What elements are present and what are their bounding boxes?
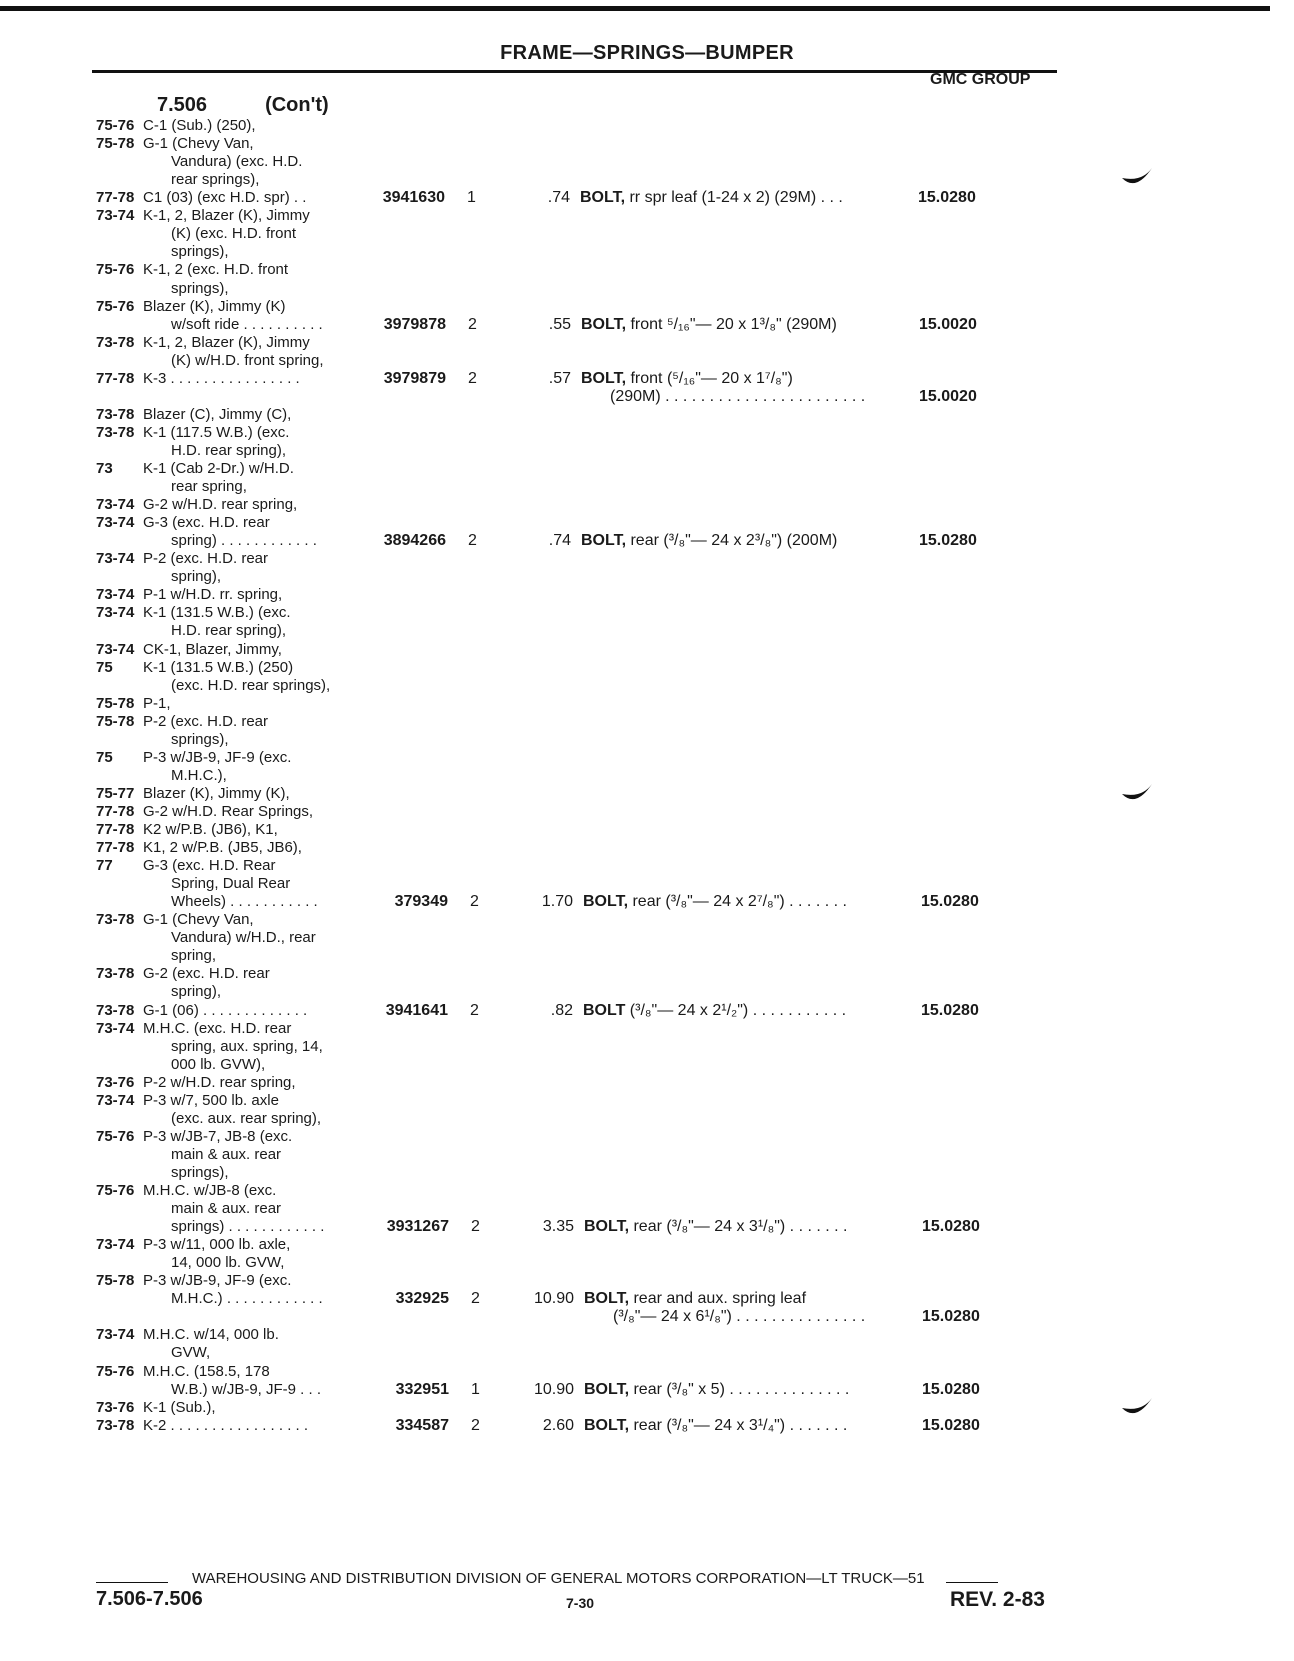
quantity: 2 (470, 1001, 479, 1019)
model-applicability: K1, 2 w/P.B. (JB5, JB6), (143, 839, 302, 856)
footer-rule-right (946, 1582, 998, 1583)
model-applicability: Spring, Dual Rear (171, 875, 291, 893)
model-applicability: P-3 w/11, 000 lb. axle, (143, 1236, 291, 1254)
model-applicability: P-1, (143, 694, 171, 712)
model-applicability: K-1 (117.5 W.B.) (exc. (143, 423, 290, 441)
part-description (584, 1380, 849, 1399)
binder-hole-mark (1120, 1390, 1154, 1424)
model-years: 77-78 (96, 839, 135, 856)
part-name: BOLT, (584, 1290, 630, 1308)
model-years: 73-74 (96, 550, 135, 568)
part-spec: rear (³/₈" x 5) . . . . . . . . . . . . . . (629, 1380, 850, 1398)
part-description (613, 1307, 865, 1326)
parts-row (0, 242, 1294, 261)
quantity: 2 (471, 1290, 480, 1308)
model-years: 77-78 (96, 821, 135, 838)
part-name: BOLT, (583, 893, 629, 911)
parts-row (0, 802, 1294, 821)
list-price: 3.35 (542, 1218, 574, 1235)
quantity: 2 (471, 1218, 480, 1235)
parts-row (0, 1019, 1294, 1038)
parts-row (0, 567, 1294, 586)
footer-rule-left (96, 1582, 168, 1583)
parts-row (0, 982, 1294, 1001)
model-applicability: K-1, 2, Blazer (K), Jimmy (143, 207, 310, 225)
page-title: FRAME—SPRINGS—BUMPER (500, 42, 794, 64)
parts-row (0, 1055, 1294, 1074)
model-applicability: K-1, 2, Blazer (K), Jimmy (143, 333, 310, 351)
parts-row (0, 892, 1294, 911)
part-description (584, 1416, 847, 1435)
part-spec: (³/₈"— 24 x 2¹/₂") . . . . . . . . . . . (625, 1001, 847, 1019)
parts-row (0, 134, 1294, 153)
list-price: .55 (548, 315, 571, 333)
model-applicability: K2 w/P.B. (JB6), K1, (143, 821, 278, 838)
model-applicability: Blazer (K), Jimmy (K), (143, 784, 290, 802)
parts-row (0, 640, 1294, 659)
model-applicability: P-3 w/JB-9, JF-9 (exc. (143, 748, 292, 766)
parts-row (0, 405, 1294, 424)
model-years: 73-74 (96, 1019, 135, 1037)
footer-range: 7.506-7.506 (96, 1588, 203, 1610)
model-applicability: W.B.) w/JB-9, JF-9 . . . (171, 1380, 322, 1398)
part-number: 334587 (395, 1416, 449, 1434)
parts-row (0, 784, 1294, 803)
parts-row (0, 188, 1294, 207)
part-name: BOLT, (584, 1380, 630, 1398)
quantity: 1 (471, 1380, 480, 1398)
parts-row (0, 1307, 1294, 1326)
parts-row (0, 495, 1294, 514)
parts-row (0, 910, 1294, 929)
model-applicability: P-3 w/JB-7, JB-8 (exc. (143, 1127, 293, 1145)
model-applicability: G-2 w/H.D. Rear Springs, (143, 802, 314, 820)
model-applicability: main & aux. rear (171, 1145, 282, 1163)
model-years: 75-76 (96, 1362, 135, 1380)
model-applicability: G-3 (exc. H.D. rear (143, 514, 270, 532)
part-spec: (290M) . . . . . . . . . . . . . . . . . . . . . . . (610, 387, 866, 405)
quantity: 2 (470, 893, 479, 911)
model-applicability: spring, (171, 947, 217, 965)
model-years: 73-74 (96, 514, 135, 532)
parts-row (0, 1199, 1294, 1218)
part-spec: rear (³/₈"— 24 x 2⁷/₈") . . . . . . . (628, 893, 847, 911)
parts-row (0, 874, 1294, 893)
model-years: 73-74 (96, 586, 135, 604)
group-number: 15.0280 (921, 1001, 979, 1019)
model-applicability: springs), (171, 730, 229, 748)
model-years: 75-76 (96, 1182, 135, 1199)
parts-row (0, 315, 1294, 334)
model-years: 73-78 (96, 405, 135, 423)
parts-row (0, 838, 1294, 857)
part-description (584, 1289, 806, 1308)
model-years: 75-76 (96, 1127, 135, 1145)
model-applicability: H.D. rear spring), (171, 441, 287, 459)
model-applicability: (K) w/H.D. front spring, (171, 351, 324, 369)
parts-row (0, 369, 1294, 388)
model-years: 73-78 (96, 1416, 135, 1434)
model-applicability: H.D. rear spring), (171, 622, 287, 640)
part-spec: rear (³/₈"— 24 x 2³/₈") (200M) (626, 532, 838, 550)
parts-row (0, 297, 1294, 316)
model-applicability: rear spring, (171, 478, 247, 495)
group-number: 15.0280 (922, 1380, 980, 1398)
footer-revision: REV. 2-83 (950, 1588, 1045, 1611)
group-number: 15.0020 (919, 315, 977, 333)
list-price: 10.90 (533, 1380, 574, 1398)
group-label: GMC GROUP (930, 71, 1031, 88)
model-applicability: K-1 (Cab 2-Dr.) w/H.D. (143, 459, 294, 477)
parts-row (0, 549, 1294, 568)
list-price: 1.70 (541, 893, 573, 911)
parts-row (0, 712, 1294, 731)
quantity: 2 (471, 1416, 480, 1434)
parts-row (0, 1235, 1294, 1254)
part-name: BOLT, (584, 1218, 630, 1235)
part-description (581, 369, 793, 388)
parts-row (0, 387, 1294, 406)
parts-row (0, 1271, 1294, 1290)
model-applicability: M.H.C. w/14, 000 lb. (143, 1326, 279, 1344)
model-applicability: K-1 (Sub.), (143, 1398, 216, 1416)
model-years: 73-76 (96, 1073, 135, 1091)
parts-row (0, 1037, 1294, 1056)
part-description (581, 531, 837, 550)
part-spec: front (⁵/₁₆"— 20 x 1⁷/₈") (626, 369, 793, 387)
parts-row (0, 1145, 1294, 1164)
model-years: 75-78 (96, 135, 135, 153)
quantity: 2 (468, 532, 477, 550)
parts-row (0, 1091, 1294, 1110)
parts-row (0, 170, 1294, 189)
list-price: .74 (547, 189, 570, 207)
parts-row (0, 730, 1294, 749)
part-number: 3941641 (385, 1001, 448, 1019)
model-applicability: Blazer (K), Jimmy (K) (143, 297, 286, 315)
parts-row (0, 531, 1294, 550)
quantity: 2 (468, 369, 477, 387)
parts-row (0, 1109, 1294, 1128)
part-spec: rear and aux. spring leaf (629, 1290, 807, 1308)
list-price: 2.60 (542, 1416, 574, 1434)
group-number: 15.0280 (922, 1218, 980, 1235)
model-applicability: G-2 (exc. H.D. rear (143, 965, 270, 983)
parts-row (0, 333, 1294, 352)
list-price: .74 (548, 532, 571, 550)
parts-row (0, 477, 1294, 496)
section-suffix: (Con't) (265, 94, 329, 116)
parts-row (0, 1163, 1294, 1182)
model-years: 73-74 (96, 1326, 135, 1344)
model-years: 73-78 (96, 911, 135, 929)
model-applicability: (exc. H.D. rear springs), (171, 676, 331, 694)
model-applicability: M.H.C. w/JB-8 (exc. (143, 1182, 277, 1199)
part-name: BOLT (583, 1001, 626, 1019)
parts-row (0, 260, 1294, 279)
model-years: 73-78 (96, 1001, 135, 1019)
model-applicability: Vandura) w/H.D., rear (171, 929, 316, 947)
parts-row (0, 676, 1294, 695)
model-applicability: K-1, 2 (exc. H.D. front (143, 261, 289, 279)
model-applicability: springs), (171, 1163, 229, 1181)
model-applicability: P-1 w/H.D. rr. spring, (143, 586, 283, 604)
model-years: 75-78 (96, 694, 135, 712)
model-applicability: C1 (03) (exc H.D. spr) . . (143, 189, 307, 207)
model-applicability: rear springs), (171, 171, 260, 189)
group-number: 15.0280 (922, 1308, 980, 1326)
binder-hole-mark (1120, 160, 1154, 194)
model-years: 73-78 (96, 965, 135, 983)
model-years: 73-74 (96, 207, 135, 225)
model-applicability: K-1 (131.5 W.B.) (250) (143, 658, 294, 676)
part-number: 3979878 (383, 315, 446, 333)
model-applicability: K-2 . . . . . . . . . . . . . . . . . (143, 1416, 309, 1434)
parts-row (0, 1001, 1294, 1020)
part-number: 379349 (394, 893, 448, 911)
part-number: 3931267 (386, 1218, 449, 1235)
part-spec: (³/₈"— 24 x 6¹/₈") . . . . . . . . . . . . . . . (613, 1308, 866, 1326)
model-applicability: P-2 (exc. H.D. rear (143, 550, 269, 568)
parts-row (0, 1398, 1294, 1417)
model-applicability: M.H.C. (158.5, 178 (143, 1362, 270, 1380)
list-price: 10.90 (533, 1290, 574, 1308)
model-years: 75-76 (96, 117, 135, 134)
model-applicability: P-3 w/JB-9, JF-9 (exc. (143, 1272, 292, 1290)
parts-row (0, 351, 1294, 370)
part-spec: front ⁵/₁₆"— 20 x 1³/₈" (290M) (626, 315, 837, 333)
model-years: 77-78 (96, 189, 135, 207)
parts-row (0, 423, 1294, 442)
model-applicability: G-2 w/H.D. rear spring, (143, 496, 298, 514)
parts-row (0, 621, 1294, 640)
model-applicability: spring) . . . . . . . . . . . . (171, 532, 317, 550)
group-number: 15.0280 (918, 189, 976, 207)
parts-row (0, 766, 1294, 785)
model-years: 73-74 (96, 496, 135, 514)
parts-row (0, 1127, 1294, 1146)
model-applicability: spring), (171, 983, 222, 1001)
parts-row (0, 1073, 1294, 1092)
parts-row (0, 1217, 1294, 1236)
parts-row (0, 441, 1294, 460)
part-description (580, 188, 843, 207)
model-applicability: CK-1, Blazer, Jimmy, (143, 640, 282, 658)
model-applicability: G-1 (Chevy Van, (143, 135, 254, 153)
parts-row (0, 1343, 1294, 1362)
part-name: BOLT, (581, 315, 627, 333)
parts-row (0, 1380, 1294, 1399)
model-applicability: spring), (171, 568, 222, 586)
part-description (610, 387, 865, 406)
model-applicability: G-1 (Chevy Van, (143, 911, 254, 929)
parts-row (0, 1289, 1294, 1308)
model-years: 73-78 (96, 423, 135, 441)
model-applicability: Vandura) (exc. H.D. (171, 153, 303, 171)
part-spec: rr spr leaf (1-24 x 2) (29M) . . . (625, 189, 843, 207)
parts-row (0, 1325, 1294, 1344)
model-applicability: 14, 000 lb. GVW, (171, 1254, 285, 1272)
parts-row (0, 116, 1294, 135)
group-number: 15.0020 (919, 387, 977, 405)
model-applicability: springs), (171, 279, 229, 297)
group-number: 15.0280 (922, 1416, 980, 1434)
model-years: 75-78 (96, 712, 135, 730)
list-price: .82 (550, 1001, 573, 1019)
model-years: 75-77 (96, 784, 135, 802)
model-years: 75-76 (96, 297, 135, 315)
parts-row (0, 513, 1294, 532)
model-applicability: M.H.C. (exc. H.D. rear (143, 1019, 292, 1037)
model-applicability: spring, aux. spring, 14, (171, 1037, 323, 1055)
parts-row (0, 694, 1294, 713)
parts-row (0, 946, 1294, 965)
part-number: 332925 (395, 1290, 449, 1308)
part-name: BOLT, (581, 369, 627, 387)
quantity: 2 (468, 315, 477, 333)
parts-row (0, 152, 1294, 171)
model-years: 75 (96, 748, 113, 766)
model-years: 77-78 (96, 802, 135, 820)
model-years: 73-76 (96, 1398, 135, 1416)
model-years: 73 (96, 459, 113, 477)
model-applicability: w/soft ride . . . . . . . . . . (171, 315, 323, 333)
model-applicability: C-1 (Sub.) (250), (143, 117, 256, 134)
model-years: 77 (96, 857, 113, 875)
model-applicability: K-1 (131.5 W.B.) (exc. (143, 604, 291, 622)
model-applicability: P-3 w/7, 500 lb. axle (143, 1091, 279, 1109)
part-number: 3894266 (383, 532, 446, 550)
model-applicability: M.H.C.), (171, 766, 227, 784)
part-number: 332951 (395, 1380, 449, 1398)
parts-row (0, 964, 1294, 983)
part-description (583, 1001, 846, 1020)
parts-row (0, 1253, 1294, 1272)
parts-row (0, 603, 1294, 622)
list-price: .57 (548, 369, 571, 387)
model-applicability: Wheels) . . . . . . . . . . . (171, 893, 318, 911)
model-applicability: K-3 . . . . . . . . . . . . . . . . (143, 369, 300, 387)
model-applicability: springs) . . . . . . . . . . . . (171, 1218, 325, 1235)
model-years: 75-78 (96, 1272, 135, 1290)
model-years: 77-78 (96, 369, 135, 387)
model-applicability: springs), (171, 243, 229, 261)
part-number: 3979879 (383, 369, 446, 387)
model-years: 75 (96, 658, 113, 676)
parts-row (0, 279, 1294, 298)
parts-row (0, 206, 1294, 225)
parts-row (0, 1416, 1294, 1435)
footer-page-number: 7-30 (566, 1595, 595, 1611)
model-applicability: P-2 (exc. H.D. rear (143, 712, 269, 730)
part-name: BOLT, (581, 532, 627, 550)
model-applicability: G-3 (exc. H.D. Rear (143, 857, 276, 875)
footer-division: WAREHOUSING AND DISTRIBUTION DIVISION OF GENERAL MOTORS CORPORATION—LT TRUCK—51 (192, 1570, 925, 1587)
model-years: 73-74 (96, 640, 135, 658)
parts-row (0, 224, 1294, 243)
parts-row (0, 856, 1294, 875)
part-description (584, 1217, 847, 1236)
quantity: 1 (467, 189, 476, 207)
group-number: 15.0280 (919, 532, 977, 550)
model-applicability: Blazer (C), Jimmy (C), (143, 405, 292, 423)
part-name: BOLT, (584, 1416, 630, 1434)
model-applicability: (K) (exc. H.D. front (171, 225, 297, 243)
model-applicability: main & aux. rear (171, 1200, 282, 1217)
parts-row (0, 459, 1294, 478)
parts-row (0, 820, 1294, 839)
group-number: 15.0280 (921, 893, 979, 911)
model-years: 75-76 (96, 261, 135, 279)
model-applicability: GVW, (171, 1344, 211, 1362)
model-applicability: G-1 (06) . . . . . . . . . . . . . (143, 1001, 308, 1019)
parts-row (0, 585, 1294, 604)
part-number: 3941630 (382, 189, 445, 207)
part-name: BOLT, (580, 189, 626, 207)
binder-hole-mark (1120, 776, 1154, 810)
model-applicability: 000 lb. GVW), (171, 1055, 266, 1073)
section-number: 7.506 (157, 94, 208, 116)
part-description (583, 892, 847, 911)
parts-row (0, 928, 1294, 947)
parts-row (0, 658, 1294, 677)
part-spec: rear (³/₈"— 24 x 3¹/₈") . . . . . . . (629, 1218, 848, 1235)
parts-row (0, 1181, 1294, 1200)
parts-row (0, 1362, 1294, 1381)
part-spec: rear (³/₈"— 24 x 3¹/₄") . . . . . . . (629, 1416, 848, 1434)
model-years: 73-74 (96, 604, 135, 622)
parts-row (0, 748, 1294, 767)
part-description (581, 315, 837, 334)
model-applicability: (exc. aux. rear spring), (171, 1109, 322, 1127)
model-years: 73-74 (96, 1236, 135, 1254)
model-applicability: M.H.C.) . . . . . . . . . . . . (171, 1290, 323, 1308)
model-years: 73-78 (96, 333, 135, 351)
model-years: 73-74 (96, 1091, 135, 1109)
model-applicability: P-2 w/H.D. rear spring, (143, 1073, 296, 1091)
